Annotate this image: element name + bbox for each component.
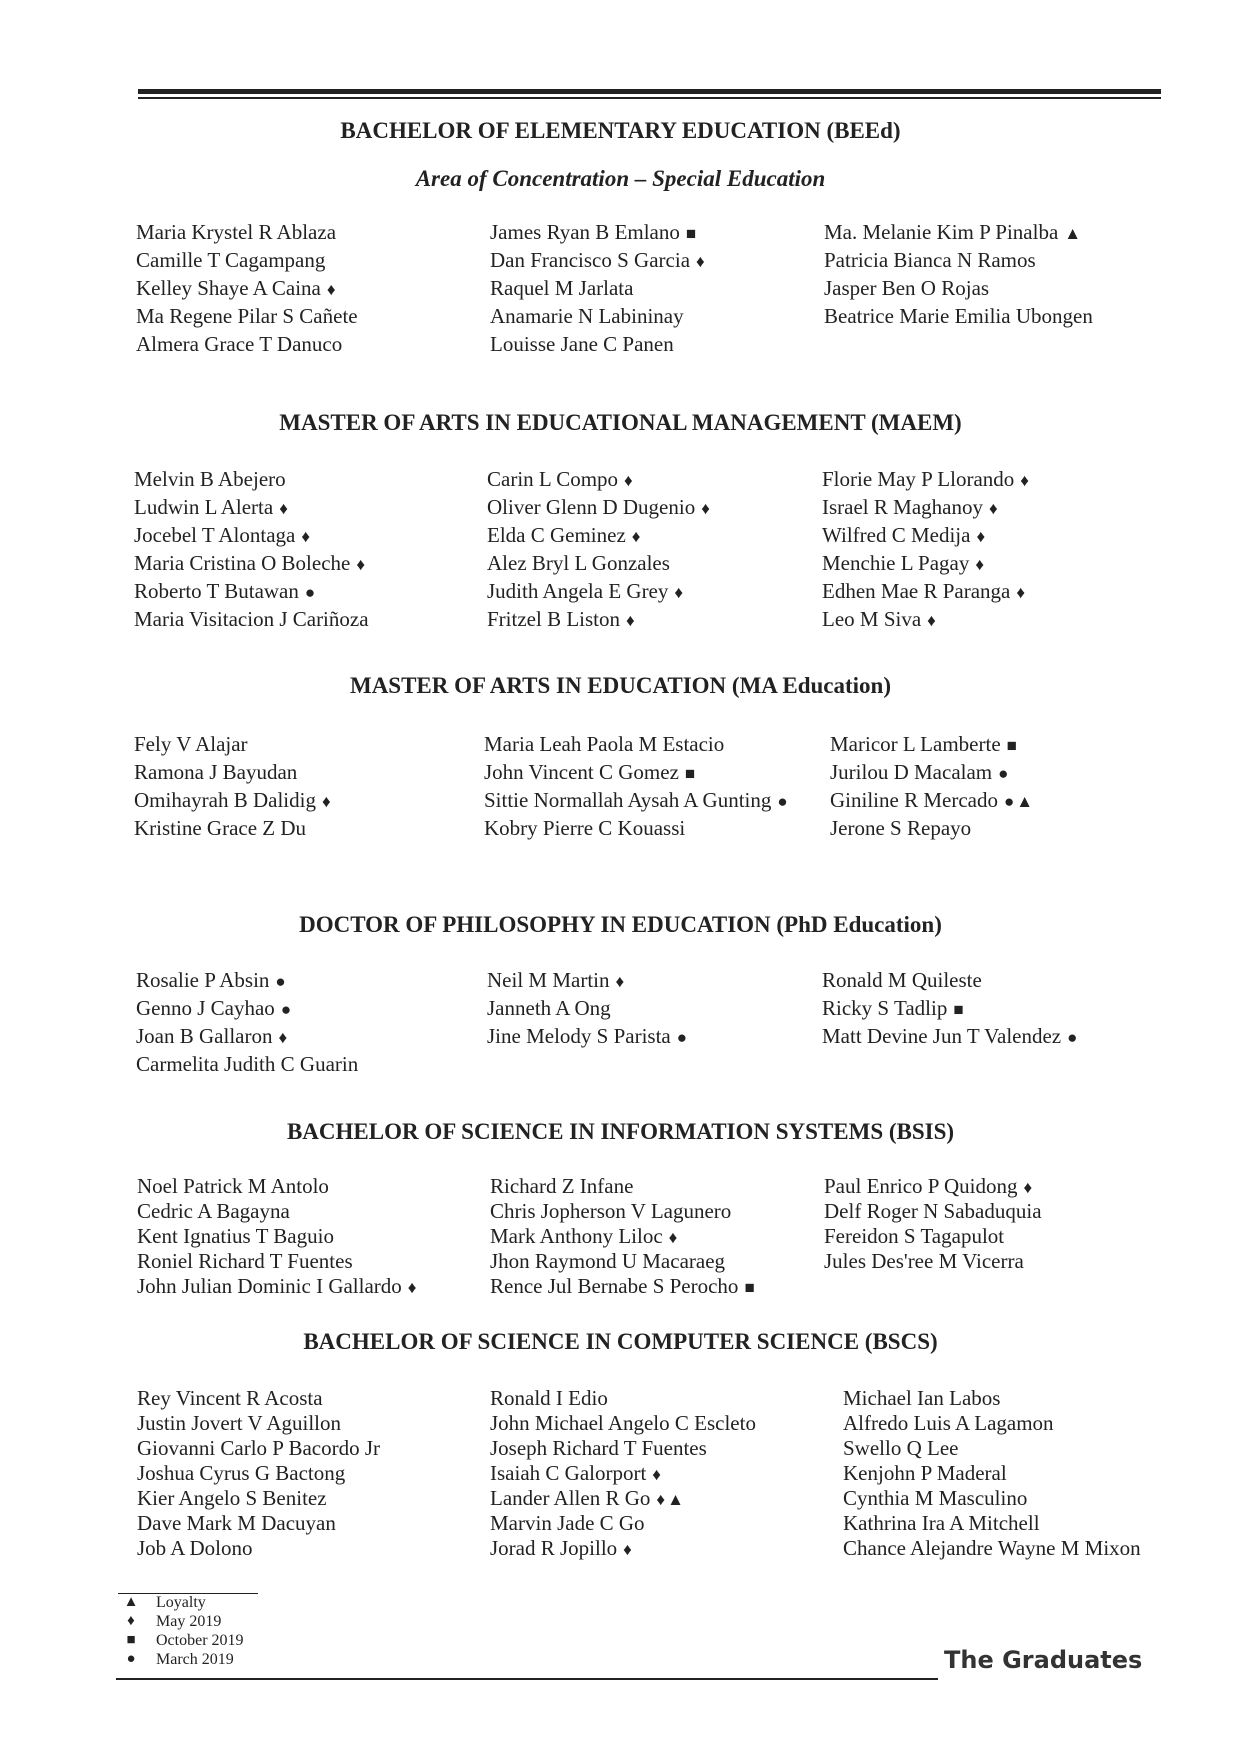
graduate-name: Raquel M Jarlata (490, 276, 634, 300)
graduate-name: Fely V Alajar (134, 732, 248, 756)
name-column (134, 465, 369, 633)
graduate-entry (490, 1411, 756, 1436)
graduate-entry (134, 493, 369, 521)
graduate-entry (824, 1224, 1042, 1249)
graduate-entry (137, 1224, 416, 1249)
name-column (490, 1174, 755, 1299)
diamond-icon: ♦ (623, 1540, 632, 1559)
graduate-entry (843, 1436, 1141, 1461)
graduate-entry (843, 1486, 1141, 1511)
diamond-icon: ♦ (631, 527, 641, 546)
graduate-entry (137, 1486, 380, 1511)
graduate-entry (490, 1461, 756, 1486)
diamond-icon: ♦ (407, 1278, 417, 1297)
graduate-entry (137, 1199, 416, 1224)
graduate-entry (487, 994, 687, 1022)
graduate-entry (487, 605, 710, 633)
diamond-icon: ♦ (301, 527, 311, 546)
graduate-entry (487, 966, 687, 994)
diamond-icon: ♦ (279, 499, 288, 518)
graduate-name: Richard Z Infane (490, 1174, 634, 1198)
graduate-entry (822, 994, 1077, 1022)
graduate-entry (822, 1022, 1077, 1050)
circle-icon: ● (998, 764, 1009, 783)
triangle-icon: ▲ (123, 1594, 139, 1610)
graduate-name: Ludwin L Alerta (134, 495, 274, 519)
graduate-entry (487, 465, 710, 493)
graduate-entry (490, 1386, 756, 1411)
legend-label: October 2019 (156, 1632, 244, 1649)
graduate-entry (843, 1411, 1141, 1436)
graduate-entry (136, 274, 358, 302)
graduate-name: Leo M Siva (822, 607, 922, 631)
graduate-name: John Julian Dominic I Gallardo (137, 1274, 402, 1298)
name-column (824, 218, 1093, 330)
graduate-name: Camille T Cagampang (136, 248, 326, 272)
graduate-name: Jorad R Jopillo (490, 1536, 618, 1560)
graduate-entry (490, 1436, 756, 1461)
graduate-name: Jasper Ben O Rojas (824, 276, 990, 300)
graduate-name: Kathrina Ira A Mitchell (843, 1511, 1040, 1535)
graduate-entry (484, 814, 788, 842)
symbol-legend (118, 1593, 258, 1669)
circle-icon: ● (777, 792, 788, 811)
graduate-entry (487, 1022, 687, 1050)
bottom-rule (116, 1678, 938, 1680)
graduate-name: Neil M Martin (487, 968, 610, 992)
graduate-name: Joshua Cyrus G Bactong (137, 1461, 346, 1485)
name-column (487, 966, 687, 1050)
graduate-name: Ma. Melanie Kim P Pinalba (824, 220, 1059, 244)
graduate-entry (490, 1274, 755, 1299)
name-column (137, 1174, 416, 1299)
graduate-name: John Vincent C Gomez (484, 760, 679, 784)
graduate-entry (822, 577, 1029, 605)
diamond-icon: ♦ (1016, 583, 1026, 602)
graduate-name: Alfredo Luis A Lagamon (843, 1411, 1054, 1435)
graduate-entry (487, 549, 710, 577)
graduate-name: Kelley Shaye A Caina (136, 276, 321, 300)
graduate-name: Jhon Raymond U Macaraeg (490, 1249, 726, 1273)
name-column (134, 730, 331, 842)
name-column (490, 1386, 756, 1561)
graduate-name: Michael Ian Labos (843, 1386, 1001, 1410)
graduate-entry (830, 814, 1033, 842)
section-subtitle: Area of Concentration – Special Education (415, 166, 826, 191)
section-title: BACHELOR OF ELEMENTARY EDUCATION (BEEd) (340, 118, 901, 143)
graduate-name: Dan Francisco S Garcia (490, 248, 691, 272)
diamond-icon: ♦ (321, 792, 331, 811)
graduate-entry (487, 521, 710, 549)
graduate-entry (490, 1536, 756, 1561)
circle-icon: ● (304, 583, 316, 602)
graduate-entry (137, 1249, 416, 1274)
circle-icon: ● (126, 1651, 136, 1667)
graduate-name: Roniel Richard T Fuentes (137, 1249, 353, 1273)
graduate-name: Maria Leah Paola M Estacio (484, 732, 725, 756)
graduate-name: Genno J Cayhao (136, 996, 275, 1020)
graduate-entry (137, 1386, 380, 1411)
graduate-entry (824, 1249, 1042, 1274)
diamond-icon: ♦ (1020, 471, 1029, 490)
graduate-name: Rence Jul Bernabe S Perocho (490, 1274, 739, 1298)
graduate-entry (136, 302, 358, 330)
graduate-name: Edhen Mae R Paranga (822, 579, 1011, 603)
square-icon: ■ (126, 1632, 136, 1648)
section-title: MASTER OF ARTS IN EDUCATIONAL MANAGEMENT (MAEM) (279, 410, 962, 435)
graduate-name: Swello Q Lee (843, 1436, 959, 1460)
circle-icon: ● (280, 1000, 292, 1019)
diamond-icon: ♦ (975, 555, 985, 574)
graduate-name: Justin Jovert V Aguillon (137, 1411, 342, 1435)
graduate-entry (490, 302, 705, 330)
graduate-entry (484, 758, 788, 786)
graduate-name: Rosalie P Absin (136, 968, 270, 992)
graduate-name: John Michael Angelo C Escleto (490, 1411, 756, 1435)
graduate-entry (824, 218, 1093, 246)
graduate-entry (134, 577, 369, 605)
graduate-name: Lander Allen R Go (490, 1486, 651, 1510)
triangle-icon: ▲ (1016, 792, 1034, 811)
graduate-name: Mark Anthony Liloc (490, 1224, 663, 1248)
diamond-icon: ♦ (976, 527, 986, 546)
graduate-entry (134, 549, 369, 577)
name-column (843, 1386, 1141, 1561)
legend-item (118, 1631, 258, 1650)
graduate-entry (490, 246, 705, 274)
graduate-entry (137, 1411, 380, 1436)
graduate-entry (824, 1174, 1042, 1199)
legend-item (118, 1650, 258, 1669)
graduate-entry (136, 966, 358, 994)
graduate-entry (134, 814, 331, 842)
graduate-name: Fereidon S Tagapulot (824, 1224, 1005, 1248)
square-icon: ■ (685, 224, 697, 243)
graduate-entry (137, 1436, 380, 1461)
graduate-entry (134, 730, 331, 758)
graduate-entry (136, 1022, 358, 1050)
graduate-name: Carin L Compo (487, 467, 619, 491)
graduate-entry (136, 1050, 358, 1078)
graduate-name: Menchie L Pagay (822, 551, 970, 575)
graduate-entry (490, 218, 705, 246)
diamond-icon: ♦ (696, 252, 705, 271)
graduate-entry (822, 549, 1029, 577)
name-column (484, 730, 788, 842)
graduate-entry (843, 1536, 1141, 1561)
footer-title: The Graduates (944, 1646, 1143, 1674)
graduate-name: Noel Patrick M Antolo (137, 1174, 329, 1198)
graduate-name: Chris Jopherson V Lagunero (490, 1199, 732, 1223)
square-icon: ■ (953, 1000, 964, 1019)
graduate-entry (824, 274, 1093, 302)
graduate-name: Jocebel T Alontaga (134, 523, 296, 547)
diamond-icon: ♦ (356, 555, 366, 574)
graduate-entry (484, 786, 788, 814)
graduate-name: Ma Regene Pilar S Cañete (136, 304, 358, 328)
graduate-name: Joseph Richard T Fuentes (490, 1436, 707, 1460)
graduate-name: Chance Alejandre Wayne M Mixon (843, 1536, 1141, 1560)
name-column (830, 730, 1033, 842)
graduate-name: Maria Cristina O Boleche (134, 551, 351, 575)
graduate-name: Melvin B Abejero (134, 467, 286, 491)
name-column (824, 1174, 1042, 1274)
name-column (136, 966, 358, 1078)
graduate-entry (487, 493, 710, 521)
graduate-entry (137, 1511, 380, 1536)
graduate-entry (843, 1511, 1141, 1536)
graduate-entry (134, 786, 331, 814)
circle-icon: ● (1003, 792, 1015, 811)
graduate-name: Ronald M Quileste (822, 968, 982, 992)
graduate-entry (490, 1199, 755, 1224)
graduate-entry (490, 1224, 755, 1249)
section-title: BACHELOR OF SCIENCE IN INFORMATION SYSTEMS (BSIS) (286, 1119, 955, 1144)
circle-icon: ● (275, 972, 286, 991)
graduate-entry (822, 966, 1077, 994)
graduate-name: Cynthia M Masculino (843, 1486, 1028, 1510)
graduate-name: Maria Krystel R Ablaza (136, 220, 337, 244)
graduate-name: Wilfred C Medija (822, 523, 971, 547)
graduate-entry (822, 493, 1029, 521)
diamond-icon: ♦ (652, 1465, 661, 1484)
name-column (822, 966, 1077, 1050)
graduate-name: Giniline R Mercado (830, 788, 998, 812)
graduate-name: Ronald I Edio (490, 1386, 608, 1410)
graduate-name: Judith Angela E Grey (487, 579, 669, 603)
graduate-name: Rey Vincent R Acosta (137, 1386, 323, 1410)
diamond-icon: ♦ (988, 499, 998, 518)
graduate-name: Omihayrah B Dalidig (134, 788, 316, 812)
graduate-name: Louisse Jane C Panen (490, 332, 674, 356)
graduate-entry (487, 577, 710, 605)
diamond-icon: ♦ (127, 1613, 135, 1629)
diamond-icon: ♦ (615, 972, 625, 991)
section-title: MASTER OF ARTS IN EDUCATION (MA Education) (349, 673, 892, 698)
graduate-entry (490, 1174, 755, 1199)
graduate-name: Kenjohn P Maderal (843, 1461, 1007, 1485)
graduate-entry (137, 1174, 416, 1199)
graduate-name: Isaiah C Galorport (490, 1461, 647, 1485)
diamond-icon: ♦ (326, 280, 336, 299)
graduate-name: Jules Des'ree M Vicerra (824, 1249, 1024, 1273)
name-column (137, 1386, 380, 1561)
graduate-entry (822, 605, 1029, 633)
graduate-entry (484, 730, 788, 758)
diamond-icon: ♦ (656, 1490, 666, 1509)
graduate-name: Jine Melody S Parista (487, 1024, 671, 1048)
graduate-entry (490, 1486, 756, 1511)
graduate-name: Kent Ignatius T Baguio (137, 1224, 334, 1248)
graduate-entry (137, 1536, 380, 1561)
graduate-entry (830, 786, 1033, 814)
graduate-name: Alez Bryl L Gonzales (487, 551, 670, 575)
graduate-name: Joan B Gallaron (136, 1024, 273, 1048)
triangle-icon: ▲ (667, 1490, 684, 1509)
diamond-icon: ♦ (624, 471, 633, 490)
graduate-entry (490, 330, 705, 358)
graduate-entry (137, 1274, 416, 1299)
legend-item (118, 1593, 258, 1612)
graduate-entry (822, 465, 1029, 493)
square-icon: ■ (744, 1278, 755, 1297)
graduate-name: Jurilou D Macalam (830, 760, 993, 784)
graduate-name: Elda C Geminez (487, 523, 626, 547)
graduate-entry (137, 1461, 380, 1486)
graduate-name: Cedric A Bagayna (137, 1199, 290, 1223)
graduate-entry (824, 1199, 1042, 1224)
graduate-entry (136, 330, 358, 358)
legend-label: Loyalty (156, 1594, 206, 1611)
graduate-entry (136, 218, 358, 246)
graduate-entry (490, 1511, 756, 1536)
graduate-name: Job A Dolono (137, 1536, 253, 1560)
graduate-entry (134, 521, 369, 549)
square-icon: ■ (684, 764, 696, 783)
graduate-entry (824, 246, 1093, 274)
graduate-name: Israel R Maghanoy (822, 495, 983, 519)
diamond-icon: ♦ (1023, 1178, 1033, 1197)
graduate-name: James Ryan B Emlano (490, 220, 680, 244)
graduate-entry (490, 1249, 755, 1274)
top-rule-thin (138, 97, 1161, 99)
graduate-name: Ramona J Bayudan (134, 760, 298, 784)
graduate-name: Fritzel B Liston (487, 607, 620, 631)
graduate-name: Beatrice Marie Emilia Ubongen (824, 304, 1093, 328)
graduate-entry (136, 246, 358, 274)
graduate-name: Jerone S Repayo (830, 816, 972, 840)
legend-label: March 2019 (156, 1651, 234, 1668)
graduate-name: Janneth A Ong (487, 996, 611, 1020)
graduate-name: Giovanni Carlo P Bacordo Jr (137, 1436, 381, 1460)
graduate-name: Maria Visitacion J Cariñoza (134, 607, 369, 631)
graduate-name: Patricia Bianca N Ramos (824, 248, 1036, 272)
graduate-entry (134, 605, 369, 633)
graduate-name: Roberto T Butawan (134, 579, 299, 603)
graduate-entry (134, 758, 331, 786)
graduate-entry (822, 521, 1029, 549)
graduate-name: Ricky S Tadlip (822, 996, 948, 1020)
circle-icon: ● (1067, 1028, 1078, 1047)
graduate-name: Sittie Normallah Aysah A Gunting (484, 788, 772, 812)
graduate-entry (830, 758, 1033, 786)
graduate-name: Kristine Grace Z Du (134, 816, 307, 840)
graduate-name: Dave Mark M Dacuyan (137, 1511, 336, 1535)
name-column (487, 465, 710, 633)
diamond-icon: ♦ (278, 1028, 288, 1047)
graduate-name: Florie May P Llorando (822, 467, 1015, 491)
graduate-name: Kobry Pierre C Kouassi (484, 816, 686, 840)
diamond-icon: ♦ (674, 583, 684, 602)
graduate-name: Matt Devine Jun T Valendez (822, 1024, 1062, 1048)
name-column (822, 465, 1029, 633)
triangle-icon: ▲ (1064, 224, 1082, 243)
circle-icon: ● (676, 1028, 688, 1047)
graduate-entry (136, 994, 358, 1022)
section-title: BACHELOR OF SCIENCE IN COMPUTER SCIENCE (BSCS) (303, 1329, 938, 1354)
diamond-icon: ♦ (701, 499, 710, 518)
graduate-entry (824, 302, 1093, 330)
name-column (136, 218, 358, 358)
graduate-name: Oliver Glenn D Dugenio (487, 495, 696, 519)
graduate-entry (843, 1461, 1141, 1486)
graduate-name: Kier Angelo S Benitez (137, 1486, 327, 1510)
graduate-entry (843, 1386, 1141, 1411)
graduate-name: Maricor L Lamberte (830, 732, 1001, 756)
square-icon: ■ (1006, 736, 1017, 755)
graduate-entry (134, 465, 369, 493)
diamond-icon: ♦ (626, 611, 635, 630)
graduate-name: Delf Roger N Sabaduquia (824, 1199, 1042, 1223)
graduate-name: Almera Grace T Danuco (136, 332, 343, 356)
name-column (490, 218, 705, 358)
graduate-entry (830, 730, 1033, 758)
graduate-name: Anamarie N Labininay (490, 304, 684, 328)
section-title: DOCTOR OF PHILOSOPHY IN EDUCATION (PhD Education) (299, 912, 942, 937)
diamond-icon: ♦ (927, 611, 936, 630)
legend-label: May 2019 (156, 1613, 222, 1630)
diamond-icon: ♦ (668, 1228, 678, 1247)
graduate-name: Paul Enrico P Quidong (824, 1174, 1018, 1198)
graduate-name: Marvin Jade C Go (490, 1511, 645, 1535)
graduate-name: Carmelita Judith C Guarin (136, 1052, 359, 1076)
top-rule (138, 89, 1161, 94)
graduate-entry (490, 274, 705, 302)
legend-item (118, 1612, 258, 1631)
